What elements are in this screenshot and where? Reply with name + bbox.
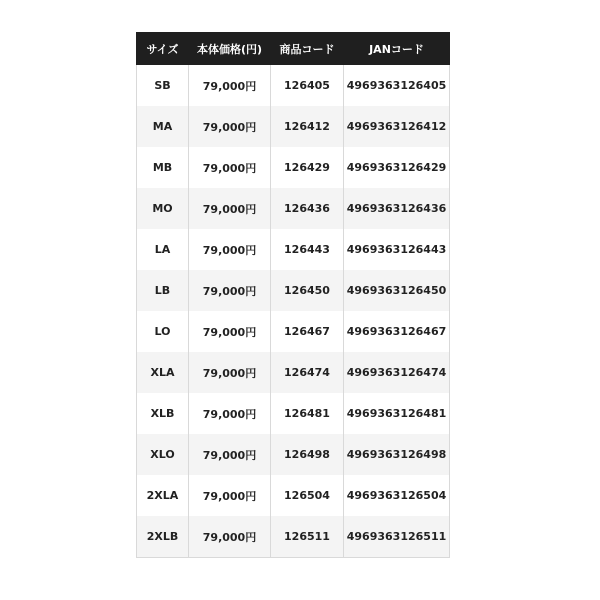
cell-price: 79,000円	[189, 393, 271, 434]
table-row	[137, 311, 450, 352]
cell-price: 79,000円	[189, 311, 271, 352]
cell-product-code: 126511	[271, 516, 344, 558]
cell-price: 79,000円	[189, 147, 271, 188]
header-jan-code: JANコード	[344, 32, 450, 65]
cell-jan-code: 4969363126443	[344, 229, 450, 270]
table-row	[137, 352, 450, 393]
cell-product-code: 126436	[271, 188, 344, 229]
cell-product-code: 126429	[271, 147, 344, 188]
cell-product-code: 126467	[271, 311, 344, 352]
table-row	[137, 475, 450, 516]
cell-price: 79,000円	[189, 65, 271, 106]
cell-size: XLA	[137, 352, 189, 393]
cell-jan-code: 4969363126405	[344, 65, 450, 106]
product-size-table	[136, 32, 450, 558]
cell-product-code: 126450	[271, 270, 344, 311]
cell-product-code: 126498	[271, 434, 344, 475]
cell-jan-code: 4969363126467	[344, 311, 450, 352]
table-body	[137, 65, 450, 558]
cell-product-code: 126504	[271, 475, 344, 516]
cell-product-code: 126405	[271, 65, 344, 106]
cell-price: 79,000円	[189, 106, 271, 147]
cell-price: 79,000円	[189, 229, 271, 270]
cell-jan-code: 4969363126450	[344, 270, 450, 311]
cell-price: 79,000円	[189, 270, 271, 311]
table-row	[137, 516, 450, 558]
cell-price: 79,000円	[189, 188, 271, 229]
cell-size: SB	[137, 65, 189, 106]
cell-size: XLO	[137, 434, 189, 475]
cell-size: LO	[137, 311, 189, 352]
cell-size: 2XLB	[137, 516, 189, 558]
cell-jan-code: 4969363126412	[344, 106, 450, 147]
cell-jan-code: 4969363126429	[344, 147, 450, 188]
header-price: 本体価格(円)	[189, 32, 271, 65]
table-row	[137, 106, 450, 147]
cell-jan-code: 4969363126481	[344, 393, 450, 434]
table-row	[137, 229, 450, 270]
cell-price: 79,000円	[189, 516, 271, 558]
table-header	[137, 32, 450, 65]
cell-size: LB	[137, 270, 189, 311]
cell-size: 2XLA	[137, 475, 189, 516]
table-row	[137, 393, 450, 434]
cell-product-code: 126443	[271, 229, 344, 270]
cell-product-code: 126474	[271, 352, 344, 393]
cell-jan-code: 4969363126498	[344, 434, 450, 475]
table-row	[137, 188, 450, 229]
cell-price: 79,000円	[189, 475, 271, 516]
cell-jan-code: 4969363126504	[344, 475, 450, 516]
cell-product-code: 126412	[271, 106, 344, 147]
cell-jan-code: 4969363126436	[344, 188, 450, 229]
table-row	[137, 434, 450, 475]
header-row	[137, 32, 450, 65]
table-row	[137, 147, 450, 188]
cell-size: MB	[137, 147, 189, 188]
cell-price: 79,000円	[189, 434, 271, 475]
cell-jan-code: 4969363126511	[344, 516, 450, 558]
header-size: サイズ	[137, 32, 189, 65]
table-row	[137, 270, 450, 311]
table-row	[137, 65, 450, 106]
cell-jan-code: 4969363126474	[344, 352, 450, 393]
cell-product-code: 126481	[271, 393, 344, 434]
cell-size: MA	[137, 106, 189, 147]
header-product-code: 商品コード	[271, 32, 344, 65]
cell-size: LA	[137, 229, 189, 270]
cell-size: XLB	[137, 393, 189, 434]
product-size-table-container	[136, 32, 449, 558]
cell-size: MO	[137, 188, 189, 229]
cell-price: 79,000円	[189, 352, 271, 393]
